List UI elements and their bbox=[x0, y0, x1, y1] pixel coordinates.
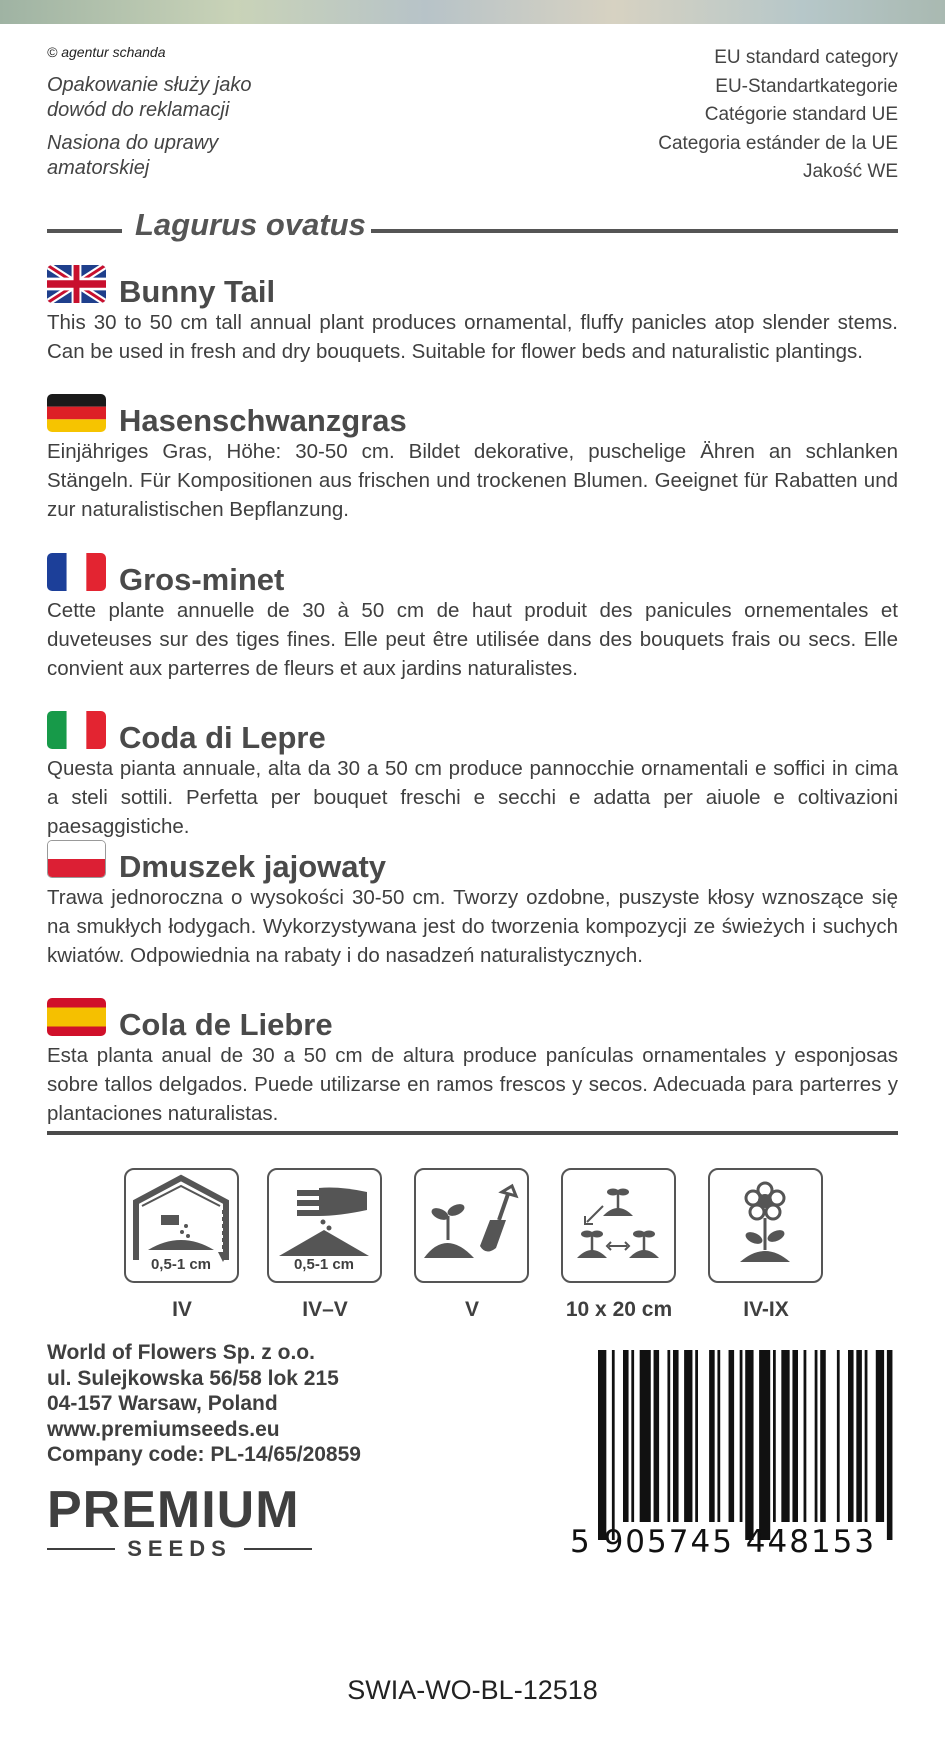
category-line: Categoria estánder de la UE bbox=[658, 132, 898, 154]
section-text: Trawa jednoroczna o wysokości 30-50 cm. Tworzy ozdobne, puszyste kłosy wznoszące się na smukłych łodygach. Wykorzystywana jest do tworzenia kompozycji ze świeżych i suchych kwiatów. Odpowiednia na rabaty i do nasadzeń naturalistycznych. bbox=[47, 886, 898, 967]
barcode-bar bbox=[856, 1350, 862, 1522]
barcode-bar bbox=[740, 1350, 743, 1522]
barcode-bar bbox=[792, 1350, 798, 1522]
barcode-bar bbox=[820, 1350, 826, 1522]
flowering-icon bbox=[708, 1168, 823, 1283]
category-line: Catégorie standard UE bbox=[704, 104, 898, 125]
logo-premium: PREMIUM bbox=[47, 1481, 300, 1539]
greenhouse-sowing-icon bbox=[124, 1168, 239, 1283]
barcode-bar bbox=[709, 1350, 715, 1522]
barcode-bar bbox=[887, 1350, 893, 1540]
logo-line bbox=[244, 1548, 312, 1550]
spain-flag-icon bbox=[47, 998, 106, 1036]
amateur-note bbox=[47, 131, 218, 181]
logo-seeds-text: SEEDS bbox=[127, 1536, 232, 1561]
logo-line bbox=[47, 1548, 115, 1550]
barcode-bar bbox=[773, 1350, 776, 1522]
germany-flag-icon bbox=[47, 394, 106, 432]
eu-category-list bbox=[658, 44, 898, 187]
barcode-bar bbox=[667, 1350, 670, 1522]
company-street: ul. Sulejkowska 56/58 lok 215 bbox=[47, 1366, 339, 1390]
barcode-bar bbox=[781, 1350, 789, 1522]
depth-label: 0,5-1 cm bbox=[150, 1256, 212, 1273]
company-info bbox=[47, 1340, 361, 1468]
section-title: Cola de Liebre bbox=[119, 1007, 333, 1042]
note-line: Nasiona do uprawy bbox=[47, 132, 219, 154]
category-line: EU-Standartkategorie bbox=[715, 75, 898, 97]
logo-seeds bbox=[47, 1536, 312, 1562]
note-line: Opakowanie służy jako bbox=[47, 74, 252, 96]
icon-label: IV bbox=[172, 1298, 192, 1321]
transplanting-icon bbox=[414, 1168, 529, 1283]
uk-flag-icon bbox=[47, 265, 106, 303]
barcode-bar bbox=[654, 1350, 660, 1522]
note-line: dowód do reklamacji bbox=[47, 99, 230, 121]
barcode-bar bbox=[695, 1350, 698, 1522]
barcode-bar bbox=[673, 1350, 679, 1522]
barcode-bar bbox=[745, 1350, 753, 1540]
company-website[interactable]: www.premiumseeds.eu bbox=[47, 1417, 280, 1441]
section-english bbox=[47, 262, 898, 366]
barcode-bar bbox=[612, 1350, 615, 1540]
company-city: 04-157 Warsaw, Poland bbox=[47, 1392, 278, 1415]
poland-flag-icon bbox=[47, 840, 106, 878]
barcode-bar bbox=[848, 1350, 854, 1522]
barcode-bar bbox=[876, 1350, 884, 1522]
section-text: Esta planta anual de 30 a 50 cm de altura produce panículas ornamentales y esponjosas sobre tallos delgados. Puede utilizarse en ramos frescos y secos. Adecuada para parterres y plantaciones naturalistas. bbox=[47, 1044, 898, 1125]
outdoor-sowing-icon bbox=[267, 1168, 382, 1283]
section-text: Questa pianta annuale, alta da 30 a 50 cm produce pannocchie ornamentali e soffici in cima a steli sottili. Perfetta per bouquet freschi e secchi e adatta per aiuole e coltivazioni paesaggistiche. bbox=[47, 757, 898, 838]
copyright: © agentur schanda bbox=[47, 44, 166, 60]
barcode-bar bbox=[623, 1350, 629, 1522]
icon-label: 10 x 20 cm bbox=[565, 1298, 673, 1321]
barcode-bar bbox=[684, 1350, 692, 1522]
section-text: Cette plante annuelle de 30 à 50 cm de haut produit des panicules ornementales et duveteuses sur des tiges fines. Elle peut être utilisée dans des bouquets frais ou secs. Elle convient aux parterres de fleurs et aux jardins naturalistes. bbox=[47, 599, 898, 680]
section-french bbox=[47, 550, 898, 683]
barcode-bar bbox=[837, 1350, 840, 1522]
category-line: Jakość WE bbox=[802, 161, 898, 182]
section-title: Dmuszek jajowaty bbox=[119, 849, 387, 884]
section-text: Einjähriges Gras, Höhe: 30-50 cm. Bildet dekorative, puschelige Ähren an schlanken Stängeln. Für Kompositionen aus frischen und trockenen Blumen. Geeignet für Rabatten und zur naturalistischen Bepflanzung. bbox=[47, 440, 898, 521]
latin-name: Lagurus ovatus bbox=[135, 207, 366, 242]
barcode-bar bbox=[640, 1350, 651, 1522]
section-italian bbox=[47, 708, 898, 841]
icon-label: V bbox=[464, 1298, 479, 1321]
barcode-bar bbox=[804, 1350, 807, 1522]
section-title: Gros-minet bbox=[119, 562, 285, 597]
section-text: This 30 to 50 cm tall annual plant produces ornamental, fluffy panicles atop slender stems. Can be used in fresh and dry bouquets. Suitable for flower beds and naturalistic plantings. bbox=[47, 311, 898, 363]
title-rule-left bbox=[47, 229, 122, 233]
barcode-bar bbox=[759, 1350, 770, 1540]
icon-label: IV–V bbox=[302, 1298, 348, 1321]
barcode-bar bbox=[598, 1350, 606, 1540]
category-line: EU standard category bbox=[714, 47, 898, 68]
section-spanish bbox=[47, 995, 898, 1128]
product-code: SWIA-WO-BL-12518 bbox=[347, 1675, 598, 1705]
section-title: Coda di Lepre bbox=[119, 720, 326, 755]
section-german bbox=[47, 391, 898, 524]
icon-label: IV-IX bbox=[743, 1298, 789, 1321]
barcode-bar bbox=[729, 1350, 735, 1522]
barcode-icon bbox=[598, 1350, 898, 1540]
barcode-bar bbox=[631, 1350, 634, 1522]
company-code: Company code: PL-14/65/20859 bbox=[47, 1443, 361, 1466]
complaint-note bbox=[47, 73, 252, 123]
barcode-bar bbox=[865, 1350, 868, 1522]
barcode-digits: 5 905745 448153 bbox=[570, 1524, 877, 1560]
barcode-bar bbox=[717, 1350, 720, 1522]
note-line: amatorskiej bbox=[47, 157, 150, 179]
spacing-icon bbox=[561, 1168, 676, 1283]
depth-label: 0,5-1 cm bbox=[293, 1256, 355, 1273]
section-title: Bunny Tail bbox=[119, 274, 276, 309]
france-flag-icon bbox=[47, 553, 106, 591]
barcode-bar bbox=[815, 1350, 818, 1522]
section-polish bbox=[47, 837, 898, 970]
top-color-band bbox=[0, 0, 945, 24]
section-title: Hasenschwanzgras bbox=[119, 403, 407, 438]
company-name: World of Flowers Sp. z o.o. bbox=[47, 1341, 315, 1364]
title-rule-right bbox=[371, 229, 898, 233]
italy-flag-icon bbox=[47, 711, 106, 749]
divider bbox=[47, 1131, 898, 1135]
